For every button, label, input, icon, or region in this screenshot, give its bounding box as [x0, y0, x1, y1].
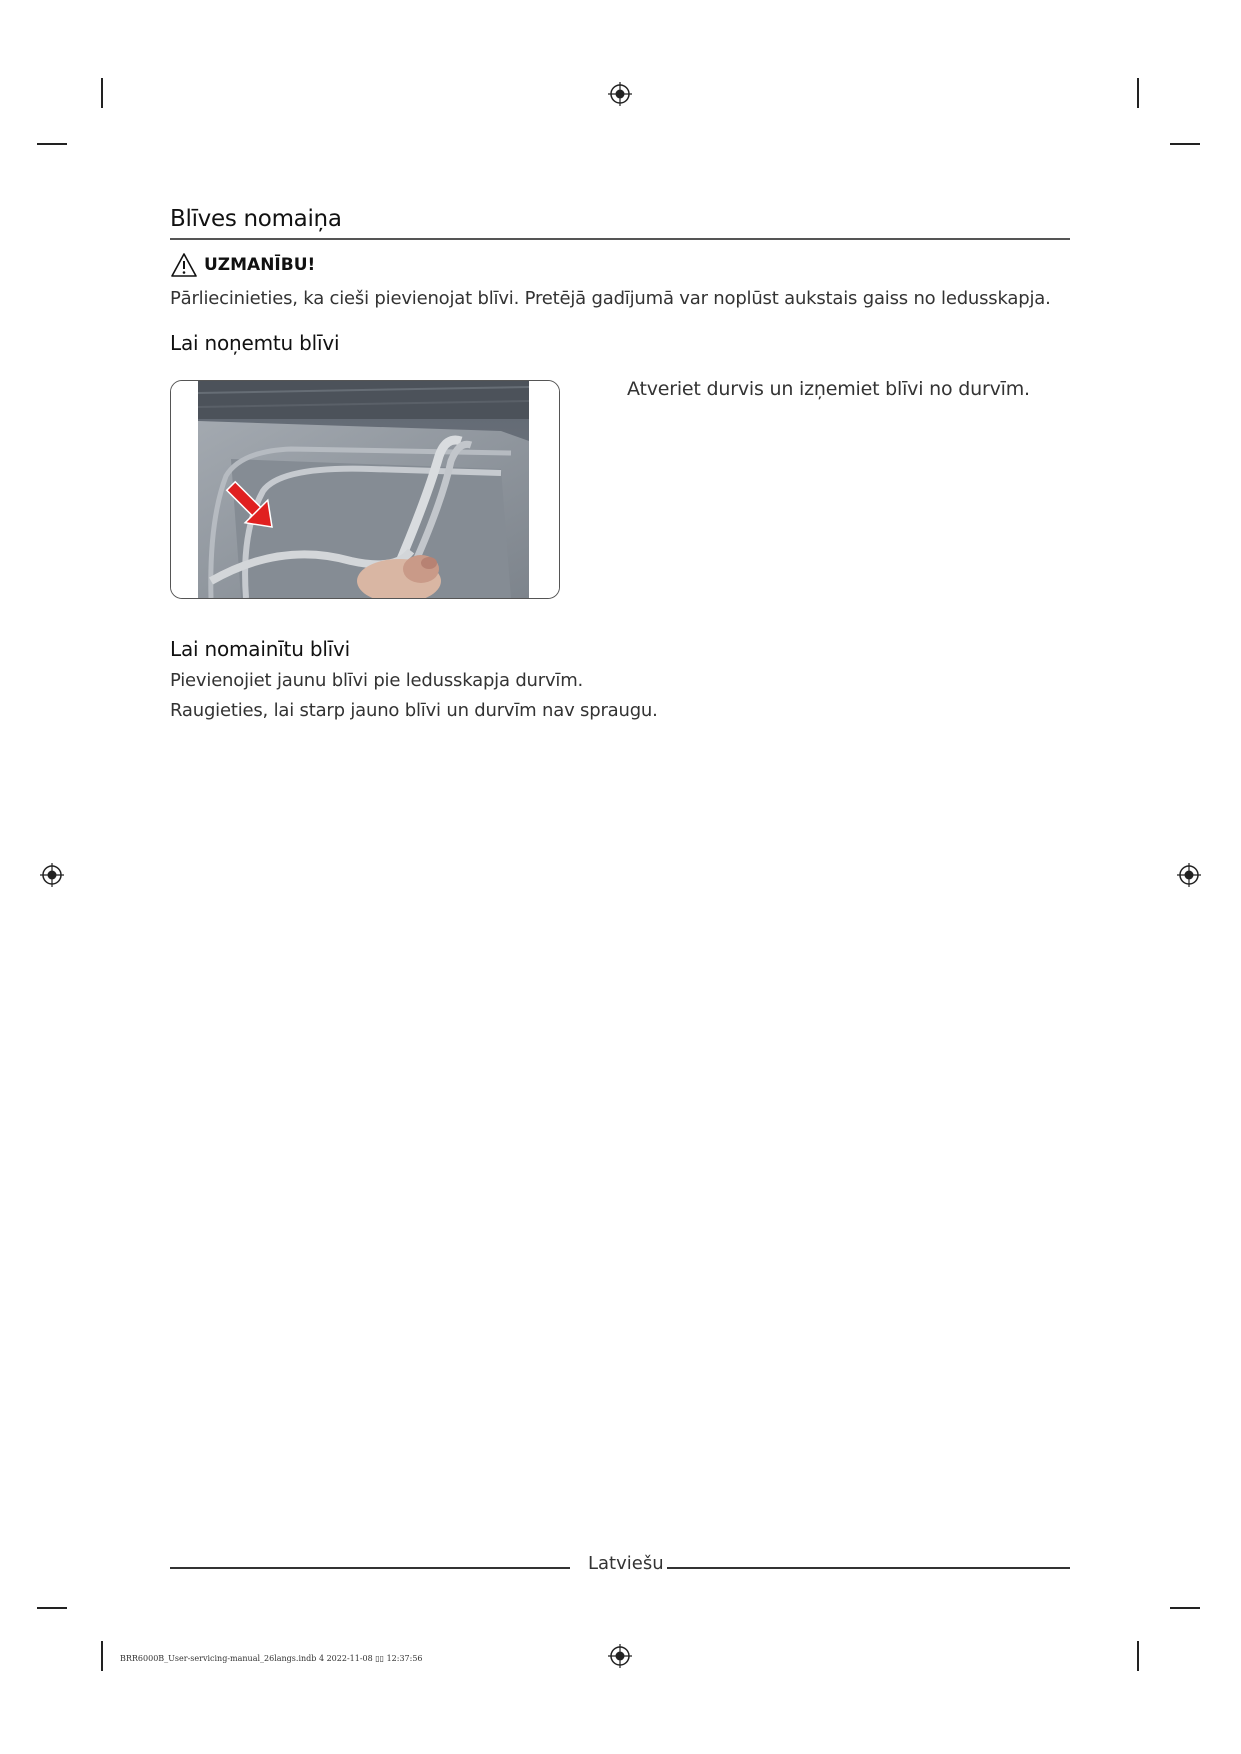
registration-mark-icon [607, 1643, 633, 1669]
crop-mark-top-left-vertical [101, 78, 103, 108]
crop-mark-bottom-left-horizontal [37, 1607, 67, 1609]
registration-mark-icon [1176, 862, 1202, 888]
title-divider [170, 238, 1070, 240]
registration-mark-icon [39, 862, 65, 888]
warning-triangle-icon [170, 252, 198, 278]
caution-heading [170, 252, 315, 278]
crop-mark-top-left-horizontal [37, 143, 67, 145]
footer-language: Latviešu [588, 1553, 664, 1574]
replace-seal-line-2: Raugieties, lai starp jauno blīvi un durvīm nav spraugu. [170, 700, 658, 721]
crop-mark-bottom-right-horizontal [1170, 1607, 1200, 1609]
footer-rule-left [170, 1567, 570, 1569]
replace-seal-heading: Lai nomainītu blīvi [170, 637, 351, 661]
crop-mark-bottom-right-vertical [1137, 1641, 1139, 1671]
remove-seal-heading: Lai noņemtu blīvi [170, 331, 340, 355]
page-title: Blīves nomaiņa [170, 206, 342, 232]
caution-text: Pārliecinieties, ka cieši pievienojat blīvi. Pretējā gadījumā var noplūst aukstais gaiss no ledusskapja. [170, 288, 1051, 309]
print-file-info: BRR6000B_User-servicing-manual_26langs.indb 4 2022-11-08 ▯▯ 12:37:56 [120, 1654, 423, 1663]
caution-label: UZMANĪBU! [204, 255, 316, 275]
remove-seal-instruction: Atveriet durvis un izņemiet blīvi no durvīm. [627, 378, 1030, 400]
crop-mark-bottom-left-vertical [101, 1641, 103, 1671]
seal-removal-photo [170, 380, 560, 599]
crop-mark-top-right-vertical [1137, 78, 1139, 108]
registration-mark-icon [607, 81, 633, 107]
crop-mark-top-right-horizontal [1170, 143, 1200, 145]
replace-seal-line-1: Pievienojiet jaunu blīvi pie ledusskapja durvīm. [170, 670, 584, 691]
footer-rule-right [667, 1567, 1070, 1569]
